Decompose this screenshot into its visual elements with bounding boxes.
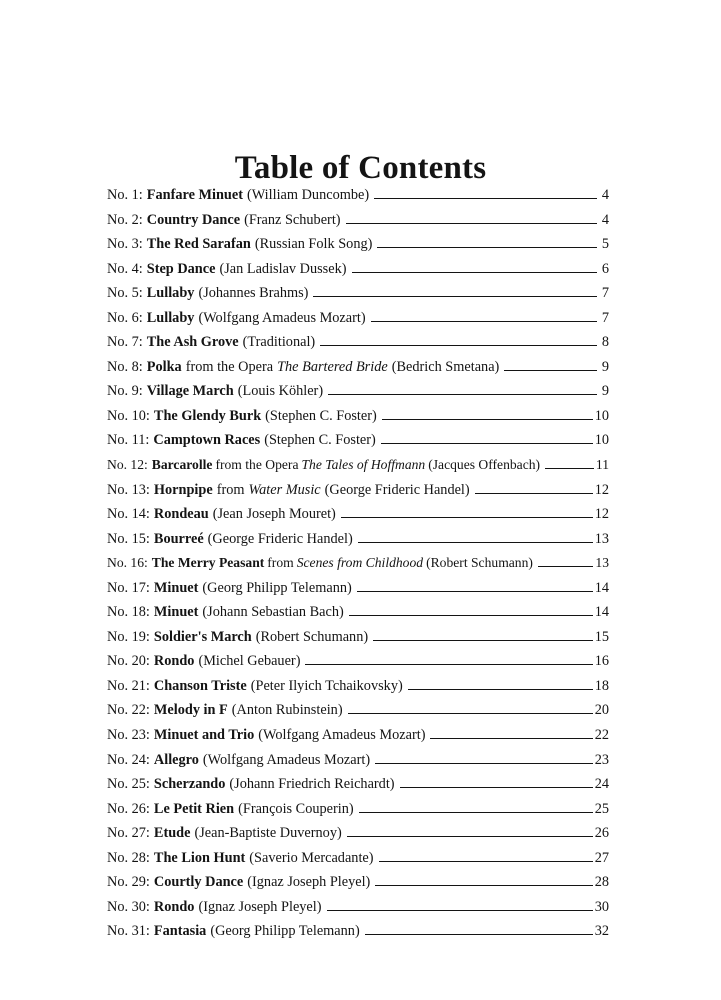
- entry-composer: (Louis Köhler): [237, 383, 324, 400]
- entry-title: Rondeau: [153, 506, 209, 523]
- entry-title: The Red Sarafan: [146, 236, 251, 253]
- entry-work: Water Music: [248, 481, 321, 498]
- entry-title: The Lion Hunt: [153, 849, 246, 866]
- entry-page-number: 14: [594, 579, 609, 596]
- entry-page-number: 27: [594, 849, 609, 866]
- entry-title: Etude: [153, 825, 191, 842]
- entry-number: No. 29:: [107, 874, 150, 891]
- entry-leader-line: [313, 296, 597, 297]
- entry-title: The Merry Peasant: [151, 555, 265, 571]
- entry-number: No. 24:: [107, 751, 150, 768]
- entry-title: Fanfare Minuet: [146, 187, 243, 203]
- entry-leader-line: [359, 812, 593, 813]
- entry-title: Minuet and Trio: [153, 727, 255, 744]
- entry-page-number: 7: [601, 309, 609, 326]
- entry-composer: (Jan Ladislav Dussek): [219, 260, 347, 277]
- entry-title: Camptown Races: [153, 432, 261, 449]
- entry-page-number: 18: [594, 677, 609, 694]
- entry-title: Minuet: [153, 579, 199, 596]
- entry-from-text: from the Opera: [185, 358, 274, 375]
- entry-composer: (William Duncombe): [246, 187, 370, 203]
- toc-entry: [107, 776, 609, 801]
- entry-leader-line: [365, 934, 593, 935]
- entry-composer: (George Frideric Handel): [207, 530, 353, 547]
- entry-leader-line: [346, 223, 597, 224]
- entry-page-number: 7: [601, 285, 609, 302]
- entry-composer: (Traditional): [242, 334, 316, 351]
- entry-composer: (Wolfgang Amadeus Mozart): [198, 309, 366, 326]
- entry-title: Courtly Dance: [153, 874, 244, 891]
- entry-title: Rondo: [153, 653, 195, 670]
- entry-page-number: 13: [594, 530, 609, 547]
- entry-work: The Tales of Hoffmann: [301, 457, 426, 473]
- entry-title: Lullaby: [146, 309, 195, 326]
- entry-title: Barcarolle: [151, 457, 213, 473]
- entry-composer: (Stephen C. Foster): [265, 407, 377, 424]
- toc-entry: [107, 727, 609, 752]
- entry-number: No. 2:: [107, 211, 143, 228]
- entry-number: No. 8:: [107, 358, 143, 375]
- entry-composer: (Jean Joseph Mouret): [212, 506, 336, 523]
- toc-entry: [107, 359, 609, 384]
- entry-leader-line: [430, 738, 592, 739]
- entry-title: Village March: [146, 383, 234, 400]
- entry-leader-line: [375, 885, 592, 886]
- entry-composer: (François Couperin): [238, 800, 354, 817]
- entry-composer: (Johannes Brahms): [198, 285, 309, 302]
- entry-composer: (Jacques Offenbach): [428, 457, 541, 473]
- toc-entry: [107, 555, 609, 580]
- entry-number: No. 28:: [107, 849, 150, 866]
- entry-composer: (Georg Philipp Telemann): [202, 579, 352, 596]
- entry-title: Soldier's March: [153, 628, 252, 645]
- entry-leader-line: [381, 443, 593, 444]
- entry-number: No. 10:: [107, 407, 150, 424]
- entry-page-number: 8: [601, 334, 609, 351]
- entry-title: Le Petit Rien: [153, 800, 235, 817]
- entry-title: Allegro: [153, 751, 199, 768]
- entry-leader-line: [377, 247, 597, 248]
- entry-composer: (George Frideric Handel): [324, 481, 470, 498]
- toc-list: [107, 187, 609, 948]
- entry-page-number: 20: [594, 702, 609, 719]
- toc-entry: [107, 850, 609, 875]
- entry-leader-line: [341, 517, 593, 518]
- entry-composer: (Robert Schumann): [426, 555, 533, 571]
- entry-number: No. 23:: [107, 727, 150, 744]
- entry-number: No. 9:: [107, 383, 143, 400]
- entry-page-number: 14: [594, 604, 609, 621]
- toc-entry: [107, 531, 609, 556]
- entry-page-number: 16: [594, 653, 609, 670]
- entry-composer: (Bedrich Smetana): [391, 358, 500, 375]
- entry-number: No. 31:: [107, 923, 150, 940]
- entry-number: No. 16:: [107, 555, 148, 571]
- entry-number: No. 6:: [107, 309, 143, 326]
- entry-page-number: 24: [594, 776, 609, 793]
- entry-page-number: 10: [594, 407, 609, 424]
- entry-work: Scenes from Childhood: [296, 555, 424, 571]
- entry-number: No. 25:: [107, 776, 150, 793]
- entry-leader-line: [538, 566, 593, 567]
- entry-number: No. 30:: [107, 898, 150, 915]
- toc-entry: [107, 236, 609, 261]
- entry-title: Scherzando: [153, 776, 226, 793]
- toc-entry: [107, 506, 609, 531]
- entry-page-number: 25: [594, 800, 609, 817]
- entry-title: Step Dance: [146, 260, 216, 277]
- entry-leader-line: [347, 836, 593, 837]
- entry-composer: (Jean-Baptiste Duvernoy): [194, 825, 342, 842]
- entry-leader-line: [349, 615, 593, 616]
- entry-title: Hornpipe: [153, 481, 213, 498]
- entry-from-text: from: [267, 555, 294, 571]
- entry-number: No. 4:: [107, 260, 143, 277]
- entry-title: Fantasia: [153, 923, 207, 940]
- toc-entry: [107, 457, 609, 482]
- entry-number: No. 19:: [107, 628, 150, 645]
- entry-composer: (Johann Friedrich Reichardt): [229, 776, 395, 793]
- entry-composer: (Anton Rubinstein): [231, 702, 343, 719]
- entry-number: No. 7:: [107, 334, 143, 351]
- entry-number: No. 27:: [107, 825, 150, 842]
- entry-number: No. 15:: [107, 530, 150, 547]
- entry-page-number: 15: [594, 628, 609, 645]
- entry-number: No. 26:: [107, 800, 150, 817]
- toc-entry: [107, 261, 609, 286]
- toc-entry: [107, 702, 609, 727]
- entry-leader-line: [475, 493, 593, 494]
- toc-entry: [107, 580, 609, 605]
- entry-page-number: 6: [601, 260, 609, 277]
- entry-leader-line: [358, 542, 593, 543]
- entry-composer: (Wolfgang Amadeus Mozart): [258, 727, 426, 744]
- toc-entry: [107, 482, 609, 507]
- toc-entry: [107, 752, 609, 777]
- toc-entry: [107, 899, 609, 924]
- entry-title: Minuet: [153, 604, 199, 621]
- entry-leader-line: [328, 394, 597, 395]
- entry-page-number: 13: [595, 555, 609, 571]
- toc-entry: [107, 801, 609, 826]
- toc-entry: [107, 212, 609, 237]
- entry-title: The Glendy Burk: [153, 407, 262, 424]
- entry-page-number: 12: [594, 506, 609, 523]
- entry-number: No. 3:: [107, 236, 143, 253]
- entry-number: No. 18:: [107, 604, 150, 621]
- entry-page-number: 28: [594, 874, 609, 891]
- toc-entry: [107, 678, 609, 703]
- entry-leader-line: [305, 664, 592, 665]
- entry-title: Melody in F: [153, 702, 228, 719]
- entry-page-number: 4: [601, 187, 609, 203]
- entry-title: Chanson Triste: [153, 677, 247, 694]
- entry-leader-line: [382, 419, 593, 420]
- toc-entry: [107, 187, 609, 212]
- entry-composer: (Franz Schubert): [244, 211, 341, 228]
- entry-page-number: 11: [595, 457, 609, 473]
- entry-page-number: 30: [594, 898, 609, 915]
- toc-entry: [107, 383, 609, 408]
- entry-leader-line: [408, 689, 593, 690]
- toc-entry: [107, 604, 609, 629]
- toc-entry: [107, 285, 609, 310]
- toc-entry: [107, 653, 609, 678]
- toc-entry: [107, 408, 609, 433]
- entry-leader-line: [504, 370, 597, 371]
- entry-composer: (Ignaz Joseph Pleyel): [247, 874, 371, 891]
- entry-composer: (Stephen C. Foster): [264, 432, 376, 449]
- entry-composer: (Ignaz Joseph Pleyel): [198, 898, 322, 915]
- entry-from-text: from: [216, 481, 245, 498]
- toc-entry: [107, 334, 609, 359]
- toc-entry: [107, 310, 609, 335]
- entry-leader-line: [375, 763, 593, 764]
- entry-page-number: 9: [601, 383, 609, 400]
- entry-leader-line: [320, 345, 597, 346]
- entry-composer: (Peter Ilyich Tchaikovsky): [250, 677, 403, 694]
- entry-number: No. 5:: [107, 285, 143, 302]
- entry-page-number: 22: [594, 727, 609, 744]
- entry-title: Country Dance: [146, 211, 241, 228]
- entry-leader-line: [374, 198, 597, 199]
- entry-number: No. 14:: [107, 506, 150, 523]
- entry-composer: (Wolfgang Amadeus Mozart): [202, 751, 371, 768]
- entry-page-number: 4: [601, 211, 609, 228]
- toc-entry: [107, 629, 609, 654]
- entry-leader-line: [373, 640, 593, 641]
- entry-number: No. 21:: [107, 677, 150, 694]
- entry-page-number: 23: [594, 751, 609, 768]
- entry-work: The Bartered Bride: [277, 358, 388, 375]
- entry-composer: (Saverio Mercadante): [249, 849, 374, 866]
- entry-page-number: 10: [594, 432, 609, 449]
- entry-page-number: 9: [601, 358, 609, 375]
- entry-composer: (Johann Sebastian Bach): [202, 604, 344, 621]
- entry-number: No. 12:: [107, 457, 148, 473]
- entry-from-text: from the Opera: [215, 457, 299, 473]
- entry-title: The Ash Grove: [146, 334, 239, 351]
- entry-leader-line: [400, 787, 593, 788]
- entry-page-number: 5: [601, 236, 609, 253]
- entry-composer: (Georg Philipp Telemann): [210, 923, 360, 940]
- entry-leader-line: [371, 321, 597, 322]
- page-title: Table of Contents: [234, 150, 487, 187]
- entry-leader-line: [357, 591, 593, 592]
- entry-title: Lullaby: [146, 285, 195, 302]
- entry-page-number: 26: [594, 825, 609, 842]
- entry-title: Bourreé: [153, 530, 204, 547]
- entry-composer: (Michel Gebauer): [198, 653, 301, 670]
- entry-title: Polka: [146, 358, 182, 375]
- entry-composer: (Russian Folk Song): [254, 236, 373, 253]
- entry-page-number: 32: [594, 923, 609, 940]
- entry-page-number: 12: [594, 481, 609, 498]
- entry-number: No. 20:: [107, 653, 150, 670]
- entry-leader-line: [545, 468, 594, 469]
- toc-entry: [107, 874, 609, 899]
- entry-number: No. 1:: [107, 187, 143, 203]
- entry-leader-line: [379, 861, 593, 862]
- entry-leader-line: [327, 910, 593, 911]
- entry-leader-line: [352, 272, 597, 273]
- toc-entry: [107, 825, 609, 850]
- entry-number: No. 13:: [107, 481, 150, 498]
- entry-composer: (Robert Schumann): [255, 628, 369, 645]
- entry-title: Rondo: [153, 898, 195, 915]
- entry-number: No. 11:: [107, 432, 150, 449]
- entry-number: No. 22:: [107, 702, 150, 719]
- entry-number: No. 17:: [107, 579, 150, 596]
- toc-entry: [107, 432, 609, 457]
- entry-leader-line: [348, 713, 593, 714]
- toc-entry: [107, 923, 609, 948]
